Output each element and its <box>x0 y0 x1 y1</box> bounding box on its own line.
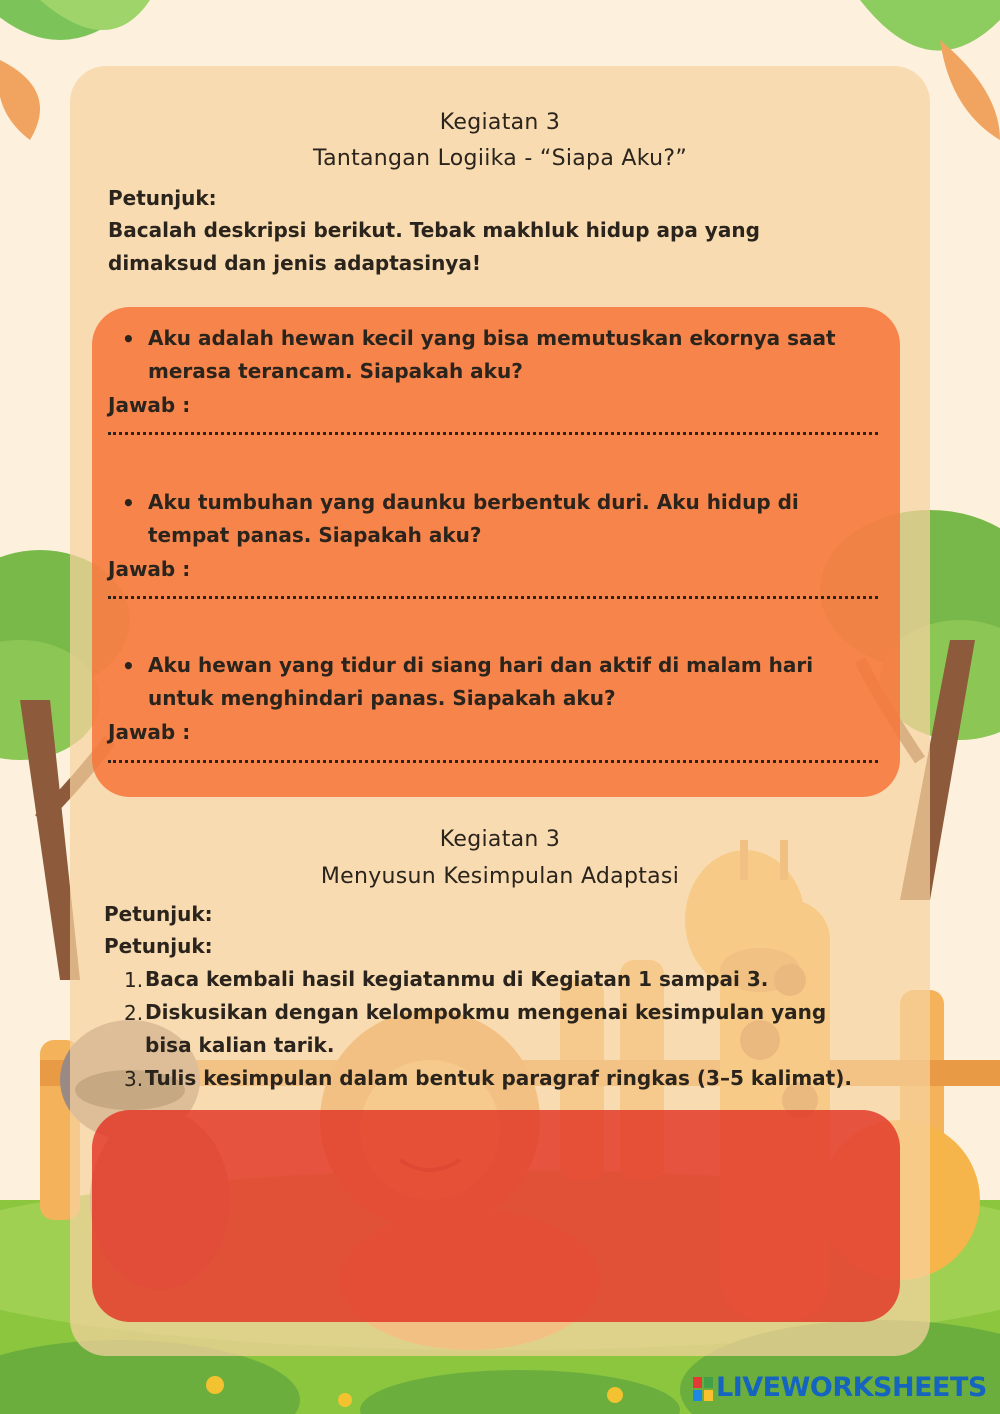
answer-line-2[interactable] <box>108 596 878 599</box>
activity1-title: Kegiatan 3 <box>439 110 561 135</box>
question-2: Aku tumbuhan yang daunku berbentuk duri. Aku hidup di tempat panas. Siapakah aku? <box>148 490 799 547</box>
brand-name: LIVEWORKSHEETS <box>716 1372 987 1403</box>
liveworksheets-logo-icon <box>693 1377 713 1401</box>
conclusion-input[interactable] <box>110 1125 886 1311</box>
activity2-title: Kegiatan 3 <box>439 827 561 852</box>
activity2-instruction-label-2: Petunjuk: <box>104 934 213 958</box>
step-number-3: 3. <box>124 1067 144 1091</box>
step-number-2: 2. <box>124 1001 144 1025</box>
bullet-icon: • <box>122 327 135 351</box>
activity2-subtitle: Menyusun Kesimpulan Adaptasi <box>320 864 680 889</box>
question-1: Aku adalah hewan kecil yang bisa memutuskan ekornya saat merasa terancam. Siapakah aku? <box>148 326 836 383</box>
answer-line-3[interactable] <box>108 760 878 763</box>
activity1-instruction-text: Bacalah deskripsi berikut. Tebak makhluk hidup apa yang dimaksud dan jenis adaptasinya! <box>108 218 760 275</box>
step-3: Tulis kesimpulan dalam bentuk paragraf ringkas (3–5 kalimat). <box>145 1066 852 1090</box>
answer-line-1[interactable] <box>108 432 878 435</box>
question-3: Aku hewan yang tidur di siang hari dan aktif di malam hari untuk menghindari panas. Siapakah aku? <box>148 653 814 710</box>
activity2-instruction-label-1: Petunjuk: <box>104 902 213 926</box>
activity1-instruction-label: Petunjuk: <box>108 186 217 210</box>
step-2: Diskusikan dengan kelompokmu mengenai kesimpulan yang bisa kalian tarik. <box>145 1000 827 1057</box>
bullet-icon: • <box>122 654 135 678</box>
step-number-1: 1. <box>124 968 144 992</box>
answer-label-3: Jawab : <box>108 720 191 744</box>
activity1-subtitle: Tantangan Logiika - “Siapa Aku?” <box>312 146 688 171</box>
answer-label-1: Jawab : <box>108 393 191 417</box>
answer-label-2: Jawab : <box>108 557 191 581</box>
bullet-icon: • <box>122 491 135 515</box>
step-1: Baca kembali hasil kegiatanmu di Kegiatan 1 sampai 3. <box>145 967 769 991</box>
